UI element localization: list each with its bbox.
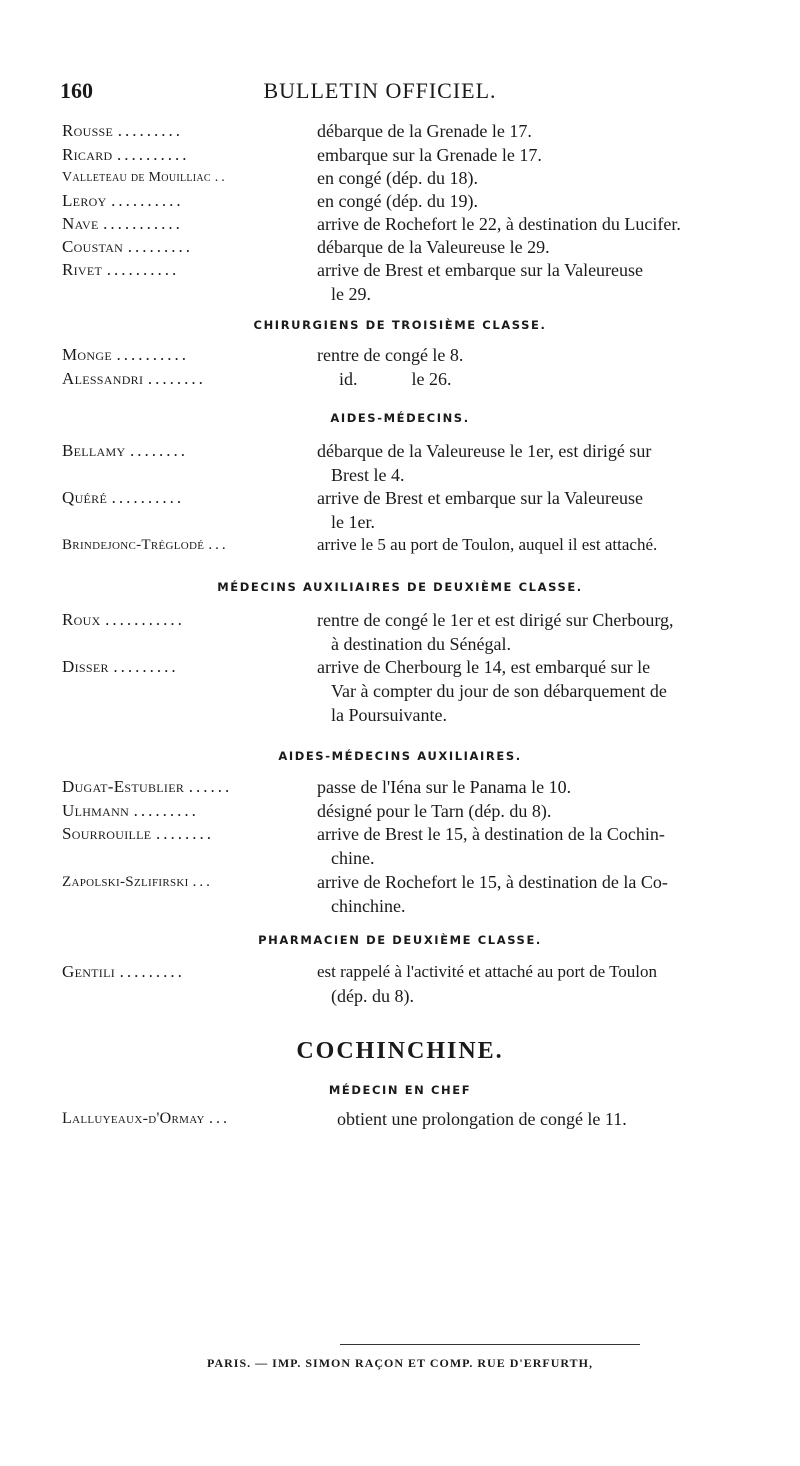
entry-name: Bellamy bbox=[62, 441, 126, 460]
entry-text: rentre de congé le 8. bbox=[317, 345, 464, 365]
entry-name: Nave bbox=[62, 214, 99, 233]
section-heading-chirurgiens: CHIRURGIENS DE TROISIÈME CLASSE. bbox=[253, 318, 547, 332]
entry-text: en congé (dép. du 19). bbox=[317, 191, 478, 211]
entry-text: débarque de la Valeureuse le 29. bbox=[317, 237, 550, 257]
entry-text-continued: (dép. du 8). bbox=[331, 986, 414, 1006]
entry-name: Leroy bbox=[62, 191, 107, 210]
entry-name: Sourrouille bbox=[62, 824, 152, 843]
entry-text-continued: Brest le 4. bbox=[331, 465, 405, 485]
page-header bbox=[60, 78, 700, 112]
entry-text: arrive de Rochefort le 22, à destination du Lucifer. bbox=[317, 214, 681, 234]
entry-text-continued: chinchine. bbox=[331, 896, 406, 916]
entry-name: Rivet bbox=[62, 260, 103, 279]
page-number: 160 bbox=[60, 78, 93, 103]
entry-name: Rousse bbox=[62, 121, 114, 140]
entry-text: rentre de congé le 1er et est dirigé sur Cherbourg, bbox=[317, 610, 674, 630]
printer-imprint: PARIS. — IMP. SIMON RAÇON ET COMP. RUE D'ERFURTH, bbox=[207, 1356, 593, 1370]
entry-name: Disser bbox=[62, 657, 109, 676]
entry-name: Roux bbox=[62, 610, 101, 629]
entry-text-continued: le 29. bbox=[331, 284, 371, 304]
entry-text-continued: chine. bbox=[331, 848, 375, 868]
entry-name: Ulhmann bbox=[62, 801, 130, 820]
entry-text-continued: à destination du Sénégal. bbox=[331, 634, 511, 654]
entry-text: obtient une prolongation de congé le 11. bbox=[337, 1109, 627, 1129]
entry-name: Alessandri bbox=[62, 369, 144, 388]
entry-text: arrive de Brest et embarque sur la Valeureuse bbox=[317, 488, 644, 508]
entry-text: arrive le 5 au port de Toulon, auquel il est attaché. bbox=[317, 535, 658, 554]
entry-text: en congé (dép. du 18). bbox=[317, 168, 478, 188]
entry-name: Dugat-Estublier bbox=[62, 777, 185, 796]
entry-name: Zapolski-Szlifirski bbox=[62, 874, 189, 890]
entry-text: débarque de la Grenade le 17. bbox=[317, 121, 532, 141]
entry-name: Quéré bbox=[62, 488, 108, 507]
entry-name: Coustan bbox=[62, 237, 124, 256]
entry-text: arrive de Rochefort le 15, à destination de la Co- bbox=[317, 872, 668, 892]
entry-name: Lalluyeaux-d'Ormay bbox=[62, 1110, 205, 1127]
section-heading-aides-medecins-auxiliaires: AIDES-MÉDECINS AUXILIAIRES. bbox=[278, 749, 522, 763]
entry-text: arrive de Brest le 15, à destination de la Cochin- bbox=[317, 824, 665, 844]
entry-text: embarque sur la Grenade le 17. bbox=[317, 145, 542, 165]
entry-text-continued: Var à compter du jour de son débarquement de bbox=[331, 681, 667, 701]
entry-text: id. le 26. bbox=[339, 369, 452, 389]
entry-name: Valleteau de Mouilliac bbox=[62, 170, 211, 185]
entry-text: passe de l'Iéna sur le Panama le 10. bbox=[317, 777, 572, 797]
section-heading-medecin-en-chef: MÉDECIN EN CHEF bbox=[328, 1083, 472, 1097]
entry-text-continued: le 1er. bbox=[331, 512, 375, 532]
entry-name: Gentili bbox=[62, 962, 116, 981]
section-heading-medecins-auxiliaires: MÉDECINS AUXILIAIRES DE DEUXIÈME CLASSE. bbox=[217, 580, 583, 594]
entry-text: désigné pour le Tarn (dép. du 8). bbox=[317, 801, 552, 821]
footer-rule bbox=[340, 1344, 640, 1345]
section-heading-aides-medecins: AIDES-MÉDECINS. bbox=[330, 411, 470, 425]
entry-name: Brindejonc-Tréglodé bbox=[62, 537, 205, 553]
entry-text-continued: la Poursuivante. bbox=[331, 705, 447, 725]
entry-text: débarque de la Valeureuse le 1er, est dirigé sur bbox=[317, 441, 652, 461]
section-heading-pharmacien: PHARMACIEN DE DEUXIÈME CLASSE. bbox=[258, 933, 542, 947]
entry-text: arrive de Brest et embarque sur la Valeureuse bbox=[317, 260, 644, 280]
entry-text: arrive de Cherbourg le 14, est embarqué sur le bbox=[317, 657, 651, 677]
section-heading-cochinchine: COCHINCHINE. bbox=[296, 1038, 504, 1064]
entry-text: est rappelé à l'activité et attaché au port de Toulon bbox=[317, 962, 657, 981]
entry-name: Ricard bbox=[62, 145, 113, 164]
document-page: 160 BULLETIN OFFICIEL. Rousse ......... débarque de la Grenade le 17. Ricard .......... embarque sur la Grenade le 17. Valleteau de Mouilliac .. en congé (dép. du 18). Leroy .......... en congé (dép. du 19). Nave ........... arrive de Rochefort le 22, à destination du Lucifer. Coustan ......... débarque de la Valeureuse le 29. Rivet .......... arrive de Brest et embarque sur la Valeureuse le 29. CHIRURGIENS DE TROISIÈME CLASSE. Monge .......... rentre de congé le 8. Alessandri ........ id. le 26. AIDES-MÉDECINS. Bellamy ........ débarque de la Valeureuse le 1er, est dirigé sur Brest le 4. Quéré .......... arrive de Brest et embarque sur la Valeureuse le 1er. Brindejonc-Tréglodé ... arrive le 5 au port de Toulon, auquel il est attaché. MÉDECINS AUXILIAIRES DE DEUXIÈME CLASSE. Roux ........... rentre de congé le 1er et est dirigé sur Cherbourg, à destination du Sénégal. Disser ......... arrive de Cherbourg le 14, est embarqué sur le Var à compter du jour de son débarquement de la Poursuivante. AIDES-MÉDECINS AUXILIAIRES. Dugat-Estublier ...... passe de l'Iéna sur le Panama le 10. Ulhmann ......... désigné pour le Tarn (dép. du 8). Sourrouille ........ arrive de Brest le 15, à destination de la Cochin- chine. Zapolski-Szlifirski ... arrive de Rochefort le 15, à destination de la Co- chinchine. PHARMACIEN DE DEUXIÈME CLASSE. Gentili ......... est rappelé à l'activité et attaché au port de Toulon (dép. du 8). COCHINCHINE. MÉDECIN EN CHEF Lalluyeaux-d'Ormay ... obtient une prolongation de congé le 11. PARIS. — IMP. SIMON RAÇON ET COMP. RUE D'ERFURTH, bbox=[0, 0, 800, 1466]
entry-name: Monge bbox=[62, 345, 112, 364]
running-title: BULLETIN OFFICIEL. bbox=[263, 78, 497, 103]
